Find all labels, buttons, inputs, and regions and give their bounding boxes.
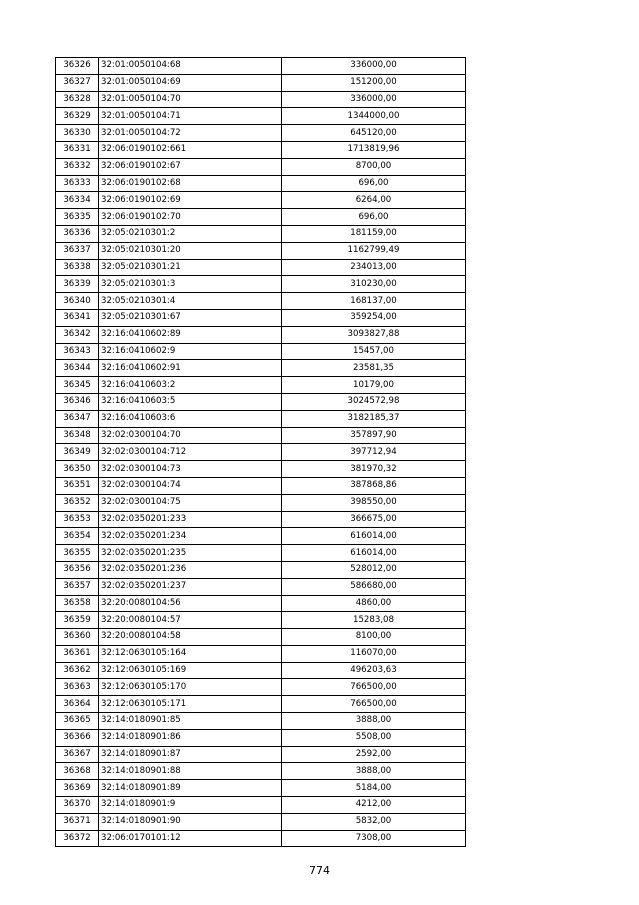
row-number-cell: 36342 xyxy=(56,326,99,343)
table-row xyxy=(56,813,466,830)
row-number-cell: 36334 xyxy=(56,192,99,209)
value-cell: 116070,00 xyxy=(282,645,466,662)
row-number-cell: 36365 xyxy=(56,713,99,730)
row-number-cell: 36356 xyxy=(56,561,99,578)
value-cell: 336000,00 xyxy=(282,58,466,75)
cadastral-number-cell: 32:14:0180901:86 xyxy=(99,729,282,746)
table-row xyxy=(56,763,466,780)
cadastral-number-cell: 32:06:0190102:70 xyxy=(99,209,282,226)
cadastral-number-cell: 32:14:0180901:89 xyxy=(99,780,282,797)
row-number-cell: 36362 xyxy=(56,662,99,679)
cadastral-number-cell: 32:06:0190102:69 xyxy=(99,192,282,209)
value-cell: 234013,00 xyxy=(282,259,466,276)
cadastral-number-cell: 32:05:0210301:20 xyxy=(99,242,282,259)
value-cell: 181159,00 xyxy=(282,225,466,242)
cadastral-number-cell: 32:01:0050104:69 xyxy=(99,74,282,91)
data-table xyxy=(55,57,466,847)
row-number-cell: 36348 xyxy=(56,427,99,444)
value-cell: 336000,00 xyxy=(282,91,466,108)
table-row xyxy=(56,326,466,343)
table-row xyxy=(56,58,466,75)
value-cell: 496203,63 xyxy=(282,662,466,679)
row-number-cell: 36336 xyxy=(56,225,99,242)
table-row xyxy=(56,343,466,360)
table-body xyxy=(56,58,466,847)
cadastral-number-cell: 32:16:0410603:2 xyxy=(99,377,282,394)
table-row xyxy=(56,427,466,444)
table-row xyxy=(56,175,466,192)
value-cell: 359254,00 xyxy=(282,309,466,326)
table-row xyxy=(56,713,466,730)
value-cell: 8700,00 xyxy=(282,158,466,175)
cadastral-number-cell: 32:02:0300104:75 xyxy=(99,494,282,511)
cadastral-number-cell: 32:16:0410603:6 xyxy=(99,410,282,427)
row-number-cell: 36372 xyxy=(56,830,99,847)
cadastral-number-cell: 32:02:0350201:233 xyxy=(99,511,282,528)
row-number-cell: 36345 xyxy=(56,377,99,394)
cadastral-number-cell: 32:06:0190102:661 xyxy=(99,141,282,158)
value-cell: 1162799,49 xyxy=(282,242,466,259)
cadastral-number-cell: 32:14:0180901:87 xyxy=(99,746,282,763)
table-row xyxy=(56,578,466,595)
row-number-cell: 36326 xyxy=(56,58,99,75)
row-number-cell: 36327 xyxy=(56,74,99,91)
row-number-cell: 36364 xyxy=(56,696,99,713)
page-number: 774 xyxy=(309,864,330,877)
table-row xyxy=(56,528,466,545)
row-number-cell: 36344 xyxy=(56,360,99,377)
row-number-cell: 36332 xyxy=(56,158,99,175)
cadastral-number-cell: 32:02:0350201:237 xyxy=(99,578,282,595)
row-number-cell: 36341 xyxy=(56,309,99,326)
value-cell: 3182185,37 xyxy=(282,410,466,427)
table-row xyxy=(56,645,466,662)
value-cell: 5508,00 xyxy=(282,729,466,746)
value-cell: 766500,00 xyxy=(282,696,466,713)
table-row xyxy=(56,276,466,293)
cadastral-number-cell: 32:16:0410602:91 xyxy=(99,360,282,377)
cadastral-number-cell: 32:02:0300104:74 xyxy=(99,477,282,494)
value-cell: 23581,35 xyxy=(282,360,466,377)
table-row xyxy=(56,545,466,562)
value-cell: 3888,00 xyxy=(282,713,466,730)
row-number-cell: 36340 xyxy=(56,293,99,310)
cadastral-number-cell: 32:02:0300104:712 xyxy=(99,444,282,461)
row-number-cell: 36331 xyxy=(56,141,99,158)
cadastral-number-cell: 32:01:0050104:68 xyxy=(99,58,282,75)
row-number-cell: 36368 xyxy=(56,763,99,780)
value-cell: 381970,32 xyxy=(282,461,466,478)
value-cell: 387868,86 xyxy=(282,477,466,494)
table-row xyxy=(56,377,466,394)
row-number-cell: 36329 xyxy=(56,108,99,125)
cadastral-number-cell: 32:14:0180901:9 xyxy=(99,797,282,814)
row-number-cell: 36343 xyxy=(56,343,99,360)
row-number-cell: 36349 xyxy=(56,444,99,461)
value-cell: 3093827,88 xyxy=(282,326,466,343)
cadastral-number-cell: 32:02:0300104:70 xyxy=(99,427,282,444)
table-row xyxy=(56,209,466,226)
table-row xyxy=(56,511,466,528)
row-number-cell: 36358 xyxy=(56,595,99,612)
cadastral-number-cell: 32:12:0630105:170 xyxy=(99,679,282,696)
cadastral-number-cell: 32:05:0210301:3 xyxy=(99,276,282,293)
row-number-cell: 36330 xyxy=(56,125,99,142)
value-cell: 616014,00 xyxy=(282,528,466,545)
value-cell: 766500,00 xyxy=(282,679,466,696)
value-cell: 4212,00 xyxy=(282,797,466,814)
cadastral-number-cell: 32:16:0410602:89 xyxy=(99,326,282,343)
table-row xyxy=(56,629,466,646)
row-number-cell: 36363 xyxy=(56,679,99,696)
row-number-cell: 36369 xyxy=(56,780,99,797)
row-number-cell: 36346 xyxy=(56,393,99,410)
table-row xyxy=(56,444,466,461)
value-cell: 357897,90 xyxy=(282,427,466,444)
value-cell: 168137,00 xyxy=(282,293,466,310)
row-number-cell: 36338 xyxy=(56,259,99,276)
table-row xyxy=(56,360,466,377)
cadastral-number-cell: 32:01:0050104:71 xyxy=(99,108,282,125)
table-row xyxy=(56,141,466,158)
row-number-cell: 36360 xyxy=(56,629,99,646)
table-row xyxy=(56,393,466,410)
row-number-cell: 36352 xyxy=(56,494,99,511)
row-number-cell: 36328 xyxy=(56,91,99,108)
value-cell: 616014,00 xyxy=(282,545,466,562)
cadastral-number-cell: 32:20:0080104:57 xyxy=(99,612,282,629)
value-cell: 6264,00 xyxy=(282,192,466,209)
cadastral-number-cell: 32:05:0210301:2 xyxy=(99,225,282,242)
cadastral-number-cell: 32:12:0630105:164 xyxy=(99,645,282,662)
value-cell: 5184,00 xyxy=(282,780,466,797)
table-row xyxy=(56,780,466,797)
table-row xyxy=(56,125,466,142)
value-cell: 7308,00 xyxy=(282,830,466,847)
table-row xyxy=(56,293,466,310)
row-number-cell: 36359 xyxy=(56,612,99,629)
value-cell: 3888,00 xyxy=(282,763,466,780)
row-number-cell: 36335 xyxy=(56,209,99,226)
row-number-cell: 36354 xyxy=(56,528,99,545)
cadastral-number-cell: 32:16:0410602:9 xyxy=(99,343,282,360)
value-cell: 696,00 xyxy=(282,209,466,226)
value-cell: 1713819,96 xyxy=(282,141,466,158)
cadastral-number-cell: 32:05:0210301:21 xyxy=(99,259,282,276)
cadastral-number-cell: 32:20:0080104:58 xyxy=(99,629,282,646)
table-row xyxy=(56,108,466,125)
row-number-cell: 36350 xyxy=(56,461,99,478)
row-number-cell: 36351 xyxy=(56,477,99,494)
table-row xyxy=(56,74,466,91)
table-row xyxy=(56,830,466,847)
row-number-cell: 36361 xyxy=(56,645,99,662)
value-cell: 2592,00 xyxy=(282,746,466,763)
row-number-cell: 36370 xyxy=(56,797,99,814)
table-row xyxy=(56,561,466,578)
value-cell: 645120,00 xyxy=(282,125,466,142)
cadastral-number-cell: 32:02:0300104:73 xyxy=(99,461,282,478)
cadastral-number-cell: 32:05:0210301:67 xyxy=(99,309,282,326)
cadastral-number-cell: 32:05:0210301:4 xyxy=(99,293,282,310)
row-number-cell: 36339 xyxy=(56,276,99,293)
row-number-cell: 36337 xyxy=(56,242,99,259)
cadastral-number-cell: 32:02:0350201:234 xyxy=(99,528,282,545)
table-row xyxy=(56,242,466,259)
table-row xyxy=(56,662,466,679)
value-cell: 151200,00 xyxy=(282,74,466,91)
row-number-cell: 36347 xyxy=(56,410,99,427)
table-row xyxy=(56,461,466,478)
value-cell: 397712,94 xyxy=(282,444,466,461)
value-cell: 5832,00 xyxy=(282,813,466,830)
table-row xyxy=(56,797,466,814)
cadastral-number-cell: 32:01:0050104:72 xyxy=(99,125,282,142)
cadastral-number-cell: 32:06:0170101:12 xyxy=(99,830,282,847)
value-cell: 3024572,98 xyxy=(282,393,466,410)
row-number-cell: 36353 xyxy=(56,511,99,528)
value-cell: 15283,08 xyxy=(282,612,466,629)
table-row xyxy=(56,494,466,511)
table-row xyxy=(56,746,466,763)
cadastral-number-cell: 32:14:0180901:88 xyxy=(99,763,282,780)
table-row xyxy=(56,158,466,175)
cadastral-number-cell: 32:12:0630105:171 xyxy=(99,696,282,713)
value-cell: 528012,00 xyxy=(282,561,466,578)
cadastral-number-cell: 32:16:0410603:5 xyxy=(99,393,282,410)
table-row xyxy=(56,91,466,108)
table-row xyxy=(56,410,466,427)
table-row xyxy=(56,612,466,629)
table-row xyxy=(56,679,466,696)
table-row xyxy=(56,309,466,326)
row-number-cell: 36367 xyxy=(56,746,99,763)
value-cell: 1344000,00 xyxy=(282,108,466,125)
value-cell: 4860,00 xyxy=(282,595,466,612)
table-row xyxy=(56,192,466,209)
value-cell: 15457,00 xyxy=(282,343,466,360)
cadastral-number-cell: 32:12:0630105:169 xyxy=(99,662,282,679)
cadastral-number-cell: 32:06:0190102:68 xyxy=(99,175,282,192)
row-number-cell: 36355 xyxy=(56,545,99,562)
value-cell: 310230,00 xyxy=(282,276,466,293)
value-cell: 398550,00 xyxy=(282,494,466,511)
cadastral-number-cell: 32:02:0350201:236 xyxy=(99,561,282,578)
value-cell: 10179,00 xyxy=(282,377,466,394)
row-number-cell: 36371 xyxy=(56,813,99,830)
row-number-cell: 36333 xyxy=(56,175,99,192)
value-cell: 366675,00 xyxy=(282,511,466,528)
table-row xyxy=(56,225,466,242)
row-number-cell: 36366 xyxy=(56,729,99,746)
value-cell: 8100,00 xyxy=(282,629,466,646)
table-row xyxy=(56,477,466,494)
cadastral-number-cell: 32:14:0180901:85 xyxy=(99,713,282,730)
cadastral-number-cell: 32:06:0190102:67 xyxy=(99,158,282,175)
cadastral-number-cell: 32:02:0350201:235 xyxy=(99,545,282,562)
table-row xyxy=(56,595,466,612)
cadastral-number-cell: 32:20:0080104:56 xyxy=(99,595,282,612)
value-cell: 586680,00 xyxy=(282,578,466,595)
table-row xyxy=(56,259,466,276)
row-number-cell: 36357 xyxy=(56,578,99,595)
cadastral-number-cell: 32:01:0050104:70 xyxy=(99,91,282,108)
table-row xyxy=(56,729,466,746)
cadastral-number-cell: 32:14:0180901:90 xyxy=(99,813,282,830)
table-row xyxy=(56,696,466,713)
value-cell: 696,00 xyxy=(282,175,466,192)
